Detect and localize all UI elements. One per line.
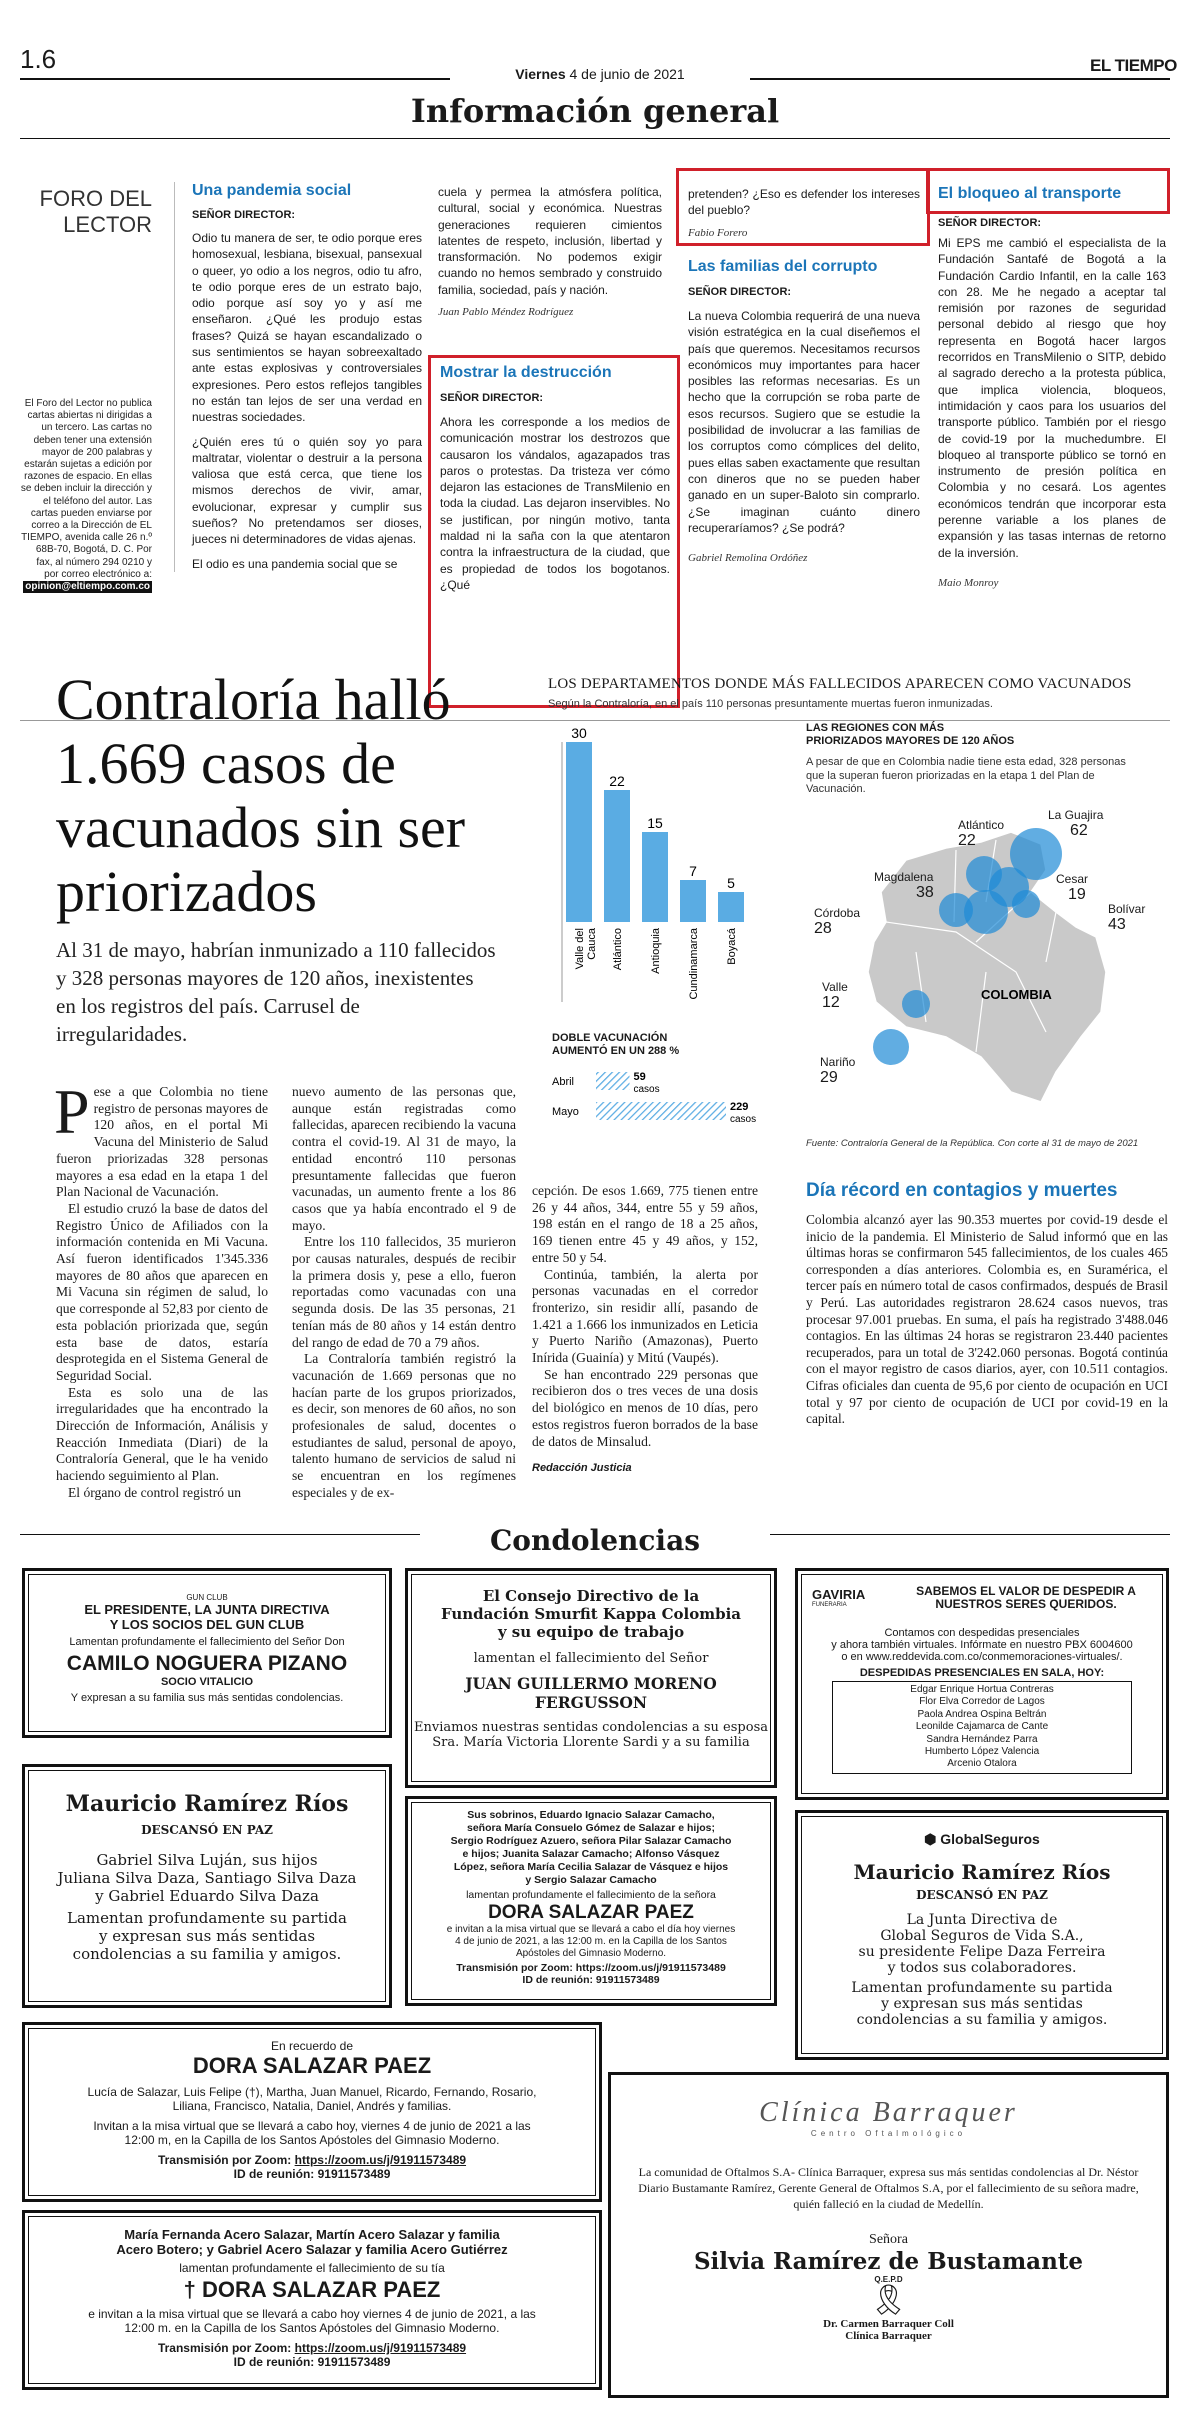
name-list-item: Humberto López Valencia <box>924 1746 1040 1758</box>
bar-category-label: Antioquia <box>650 928 662 974</box>
map-bubble-bolivar <box>964 890 1008 934</box>
bar-value-label: 5 <box>727 875 735 891</box>
obituary-line: EL PRESIDENTE, LA JUNTA DIRECTIVA <box>84 1602 330 1617</box>
obituary-line: Apóstoles del Gimnasio Moderno. <box>515 1948 667 1959</box>
letter-paragraph: Odio tu manera de ser, te odio porque eres homosexual, lesbiana, bisexual, pansexual o queer, yo odio a los negros, odio tu afro, te odio porque eres de un estrato bajo, odio porque así soy yo y así me enseñaron. ¿Qué les produjo estas frases? Quizá se hayan escandalizado o sus sentimientos se hayan sobreexaltado ante estas explosivas y controversiales expresiones. Pero estos reflejos tangibles no están tan lejos de ser una verdad en nuestras sociedades. <box>192 231 422 425</box>
article-dropcap: P <box>54 1076 90 1147</box>
name-list-item: Flor Elva Corredor de Lagos <box>919 1696 1045 1708</box>
issue-date <box>470 66 730 82</box>
name-list-item: Leonilde Cajamarca de Cante <box>915 1721 1049 1733</box>
obituary-line: Juliana Silva Daza, Santiago Silva Daza <box>57 1869 357 1887</box>
letter-signature: Juan Pablo Méndez Rodríguez <box>438 306 574 319</box>
hbar-category-label: Mayo <box>552 1106 579 1118</box>
funeraria-logo-sub: FUNERARIA <box>812 1602 847 1608</box>
hbar <box>596 1102 726 1120</box>
obituary-mauricio-silva <box>22 1764 392 2008</box>
letter-continuation <box>688 186 920 239</box>
letter-paragraph: El odio es una pandemia social que se <box>192 556 398 571</box>
obituary-line: Contamos con despedidas presenciales <box>884 1627 1080 1639</box>
article-paragraph: nuevo aumento de las personas que, aunque están registradas como fallecidas, aparecen recibiendo la vacuna contra el covid-19. Al 31 de mayo, la entidad encontró 110 personas presuntamente fallecidas que fueron vacunadas, un aumento frente a los 86 casos que ya había encontrado el 9 de mayo. <box>292 1084 516 1233</box>
obituary-line: María Fernanda Acero Salazar, Martín Acero Salazar y familia <box>124 2227 500 2242</box>
column-rule <box>174 182 175 572</box>
obituary-inner-border <box>28 1574 386 1732</box>
obituary-line: lamentan profundamente el fallecimiento de su tía <box>179 2261 445 2275</box>
region-name: Bolívar <box>1108 902 1146 916</box>
chart-subtitle: Según la Contraloría, en el país 110 personas presuntamente muertas fueron inmunizadas. <box>548 698 993 710</box>
obituary-line: Invitan a la misa virtual que se llevará a cabo hoy, viernes 4 de junio de 2021 a las <box>93 2119 531 2133</box>
bar-category-label: Cundinamarca <box>688 928 700 1000</box>
obituary-name: Silvia Ramírez de Bustamante <box>693 2248 1084 2275</box>
mourning-ribbon-icon: 🎗 <box>869 2283 908 2318</box>
zoom-link[interactable]: https://zoom.us/j/91911573489 <box>294 2341 467 2355</box>
article-paragraph: El estudio cruzó la base de datos del Registro Único de Afiliados con la información contenida en Mi Vacuna. Así fueron identificados 1'345.336 mayores de 80 años que aparecen en Mi Vacuna sin régimen de salud, lo que corresponde al 52,83 por ciento de esta población priorizada que, según esta base de datos, estaría desprotegida en el Sistema General de Seguridad Social. <box>56 1200 268 1383</box>
obituary-text: La comunidad de Oftalmos S.A- Clínica Barraquer, expresa sus más sentidas condolencias al Dr. Néstor Diario Bustamante Ramírez, Gerente General de Oftalmos S.A, por el fallecimiento de su señora madre, quién falleció en la ciudad de Medellín. <box>638 2165 1139 2211</box>
letter-familias-corrupto <box>688 258 920 564</box>
bar <box>642 832 668 922</box>
article-column-1 <box>54 1076 268 1502</box>
map-subtitle: A pesar de que en Colombia nadie tiene esta edad, 328 personas que la superan fueron priorizadas en la etapa 1 del Plan de Vacunación. <box>806 756 1126 795</box>
obituary-line: Gabriel Silva Luján, sus hijos <box>96 1851 318 1869</box>
obituary-gun-club <box>22 1568 392 1738</box>
map-label-valle <box>822 980 848 1012</box>
funeraria-logo <box>812 1587 865 1608</box>
article-lead: Al 31 de mayo, habrían inmunizado a 110 fallecidos y 328 personas mayores de 120 años, inexistentes en los registros del país. Carrusel de irregularidades. <box>56 938 496 1046</box>
obituary-line: Dr. Carmen Barraquer Coll <box>823 2318 954 2330</box>
obituary-line: Señora <box>869 2232 908 2247</box>
letter-salutation: SEÑOR DIRECTOR: <box>440 392 544 404</box>
foro-note-text: El Foro del Lector no publica cartas abiertas ni dirigidas a un tercero. Las cartas no deben tener una extensión mayor de 200 palabras y estarán sujetas a edición por razones de espacio. En ellas se deben incluir la dirección y el teléfono del autor. Las cartas pueden enviarse por correo a la Dirección de EL TIEMPO, avenida calle 26 n.º 68B-70, Bogotá, D. C. Por fax, al número 294 0210 y por correo electrónico a: <box>20 398 152 580</box>
obituary-line: Enviamos nuestras sentidas condolencias a su esposa <box>413 1720 768 1735</box>
obituary-line: condolencias a su familia y amigos. <box>72 1945 342 1963</box>
obituary-line: 12:00 m. en la Capilla de los Santos Apóstoles del Gimnasio Moderno. <box>124 2321 500 2335</box>
meeting-id: ID de reunión: 91911573489 <box>233 2167 391 2181</box>
obituary-line: y ahora también virtuales. Infórmate en nuestro PBX 6004600 <box>831 1639 1133 1651</box>
region-name: Valle <box>822 980 848 994</box>
section-title: Información general <box>410 92 780 130</box>
name-list-item: Edgar Enrique Hortua Contreras <box>910 1684 1054 1695</box>
letter-paragraph: pretenden? ¿Eso es defender los intereses del pueblo? <box>688 187 920 218</box>
letter-bloqueo-transporte <box>938 185 1166 589</box>
obituary-line: y todos sus colaboradores. <box>887 1960 1077 1976</box>
obituary-line: su presidente Felipe Daza Ferreira <box>858 1944 1106 1960</box>
map-label-magdalena <box>874 870 934 902</box>
obituary-name: JUAN GUILLERMO MORENO FERGUSSON <box>465 1674 717 1712</box>
bar-value-label: 30 <box>571 725 587 741</box>
obituary-line: Lamentan profundamente su partida <box>67 1909 347 1927</box>
funeraria-logo-text: GAVIRIA <box>812 1587 866 1602</box>
header-rule-right <box>750 78 1170 80</box>
foro-title-line2: LECTOR <box>63 212 152 237</box>
letter-signature: Maio Monroy <box>938 576 999 589</box>
name-list-item: Arcenio Otalora <box>947 1758 1017 1770</box>
meeting-id: ID de reunión: 91911573489 <box>522 1974 660 1986</box>
article-paragraph: El órgano de control registró un <box>68 1484 242 1500</box>
date-rest: 4 de junio de 2021 <box>569 66 685 82</box>
article-paragraph: La Contraloría también registró la vacunación de 1.669 personas que no hacían parte de los grupos priorizados, es decir, son menores de 60 años, no son profesionales de salud, docentes o estudiantes de salud, personal de apoyo, talento humano de servicios de salud ni se encuentran en los regímenes especiales y de ex- <box>292 1351 516 1500</box>
zoom-link[interactable]: https://zoom.us/j/91911573489 <box>294 2153 467 2167</box>
obituary-inner-border <box>411 1802 771 2000</box>
obituary-line: Clínica Barraquer <box>845 2330 932 2342</box>
map-country-label: COLOMBIA <box>981 987 1052 1002</box>
obituary-line: En recuerdo de <box>270 2039 354 2053</box>
letter-title: Una pandemia social <box>192 182 352 199</box>
hbar-chart-double-vaccination <box>552 1068 782 1138</box>
obituary-line: e invitan a la misa virtual que se llevará a cabo el día hoy viernes <box>446 1924 736 1935</box>
name-list-item: Paola Andrea Ospina Beltrán <box>917 1708 1047 1720</box>
obituary-logo: GUN CLUB <box>186 1593 228 1602</box>
foro-note <box>20 398 152 593</box>
letter-una-pandemia <box>192 182 422 572</box>
region-value: 28 <box>814 920 832 937</box>
map-label-narino <box>820 1055 855 1087</box>
date-day: Viernes <box>515 66 566 82</box>
map-label-bolivar <box>1108 902 1145 934</box>
name-list-item: Sandra Hernández Parra <box>926 1733 1038 1745</box>
obituary-inner-border <box>28 1770 386 2002</box>
condolencias-title: Condolencias <box>420 1524 770 1557</box>
article-credit: Redacción Justicia <box>532 1462 632 1475</box>
meeting-id: ID de reunión: 91911573489 <box>233 2355 391 2369</box>
obituary-line: y Gabriel Eduardo Silva Daza <box>95 1887 319 1905</box>
obituary-name: CAMILO NOGUERA PIZANO <box>66 1652 348 1675</box>
obituary-name: DORA SALAZAR PAEZ <box>192 2053 432 2078</box>
letter-paragraph: ¿Quién eres tú o quién soy yo para maltratar, violentar o destruir a la persona valiosa que está cerca, que tiene los mismos derechos de vivir, amar, evolucionar, expresar y cumplir sus sueños? No pretendamos ser dioses, jueces ni determinadores de vidas ajenas. <box>192 434 422 547</box>
foro-email-link[interactable]: opinion@eltiempo.com.co <box>25 581 150 593</box>
obituary-line: Y LOS SOCIOS DEL GUN CLUB <box>109 1617 305 1632</box>
map-bubble-cesar <box>1012 890 1040 918</box>
region-value: 22 <box>958 832 976 849</box>
obituary-line: lamentan el fallecimiento del Señor <box>473 1651 709 1666</box>
obituary-line: 4 de junio de 2021, a las 12:00 m. en la Capilla de los Santos <box>455 1936 727 1947</box>
obituary-subhead: DESPEDIDAS PRESENCIALES EN SALA, HOY: <box>859 1667 1105 1679</box>
obituary-gaviria <box>795 1568 1169 1800</box>
obituary-line: Y expresan a su familia sus más sentidas condolencias. <box>70 1692 344 1704</box>
chart-title: LOS DEPARTAMENTOS DONDE MÁS FALLECIDOS APARECEN COMO VACUNADOS <box>548 676 1132 692</box>
header-rule-left <box>20 78 450 80</box>
article-headline: Contraloría halló 1.669 casos de vacunados sin ser priorizados <box>56 667 466 924</box>
region-value: 43 <box>1108 916 1126 933</box>
obituary-line: Fundación Smurfit Kappa Colombia <box>440 1605 742 1623</box>
obituary-inner-border <box>28 2028 596 2196</box>
bar <box>604 790 630 922</box>
obituary-line: e invitan a la misa virtual que se llevará a cabo hoy viernes 4 de junio de 2021, a las <box>88 2307 536 2321</box>
obituary-dora-recuerdo <box>22 2022 602 2202</box>
obituary-line: y su equipo de trabajo <box>497 1623 685 1641</box>
region-name: La Guajira <box>1048 808 1104 822</box>
obituary-line: 12:00 m, en la Capilla de los Santos Apóstoles del Gimnasio Moderno. <box>124 2133 500 2147</box>
region-value: 12 <box>822 994 840 1011</box>
map-title: LAS REGIONES CON MÁS PRIORIZADOS MAYORES DE 120 AÑOS <box>806 722 1015 747</box>
obituary-dora-acero <box>22 2210 602 2390</box>
record-title: Día récord en contagios y muertes <box>806 1180 1118 1201</box>
article-paragraph: Continúa, también, la alerta por personas vacunadas en el corredor fronterizo, sin residir allí, pasando de 1.421 a 1.666 los inmunizados en Leticia y Puerto Nariño (Amazonas), Puerto Inírida (Guainía) y Mitú (Vaupés). <box>532 1266 758 1366</box>
letter-paragraph: Mi EPS me cambió el especialista de la Fundación Santafé de Bogotá a la Fundación Cardio Infantil, en la calle 163 con 28. Me he negado a aceptar tal remisión por razones de seguridad personal debido al riesgo que hoy representa en Bogotá hacer largos recorridos en TransMilenio o SITP, debido al sagrado derecho a la protesta pública, que implica violencia, bloqueos, intimidación y caos para los usuarios del transporte público. También por el riesgo de covid-19 por la muchedumbre. El bloqueo al transporte público se tornó en instrumento de presión política en Colombia y no cesará. Los agentes económicos tendrán que incorporar esta perenne variable a los planes de expansión y las tasas internas de retorno de la inversión. <box>938 236 1166 560</box>
bar-value-label: 7 <box>689 863 697 879</box>
foro-title-line1: FORO DEL <box>39 186 152 211</box>
hbar-value-label: 59 <box>633 1071 646 1083</box>
obituary-logo: Clínica Barraquer <box>759 2097 1018 2128</box>
obituary-name: Mauricio Ramírez Ríos <box>65 1791 349 1817</box>
bar-value-label: 22 <box>609 773 625 789</box>
zoom-link[interactable]: Transmisión por Zoom: https://zoom.us/j/91911573489 <box>456 1962 726 1974</box>
obituary-barraquer <box>608 2072 1169 2398</box>
obituary-name: DORA SALAZAR PAEZ <box>488 1902 694 1923</box>
letter-signature: Fabio Forero <box>688 226 748 239</box>
map-label-cesar <box>1056 872 1088 904</box>
obituary-line: o en www.reddevida.com.co/conmemoraciones-virtuales/. <box>841 1651 1123 1663</box>
obituary-headline: SABEMOS EL VALOR DE DESPEDIR A NUESTROS SERES QUERIDOS. <box>916 1584 1136 1611</box>
region-value: 38 <box>916 884 934 901</box>
page-number: 1.6 <box>20 44 57 74</box>
letter-paragraph: La nueva Colombia requerirá de una nueva visión estratégica en la cual diseñemos el país que queremos. Necesitamos recursos económicos muy importantes para hacer posibles las reformas necesarias. Es un hecho que la corrupción se roba parte de esos recursos. Sugiero que se estudie la posibilidad de involucrar a las familias de los corruptos como cómplices del delito, pues ellas saben exactamente que resultan con dineros que no se pueden haber ganado en un super-Baloto sin comprarlo. ¿Se imaginan cuánto dinero recuperaríamos? ¿Se podrá? <box>688 309 920 535</box>
obituary-line: DESCANSÓ EN PAZ <box>916 1888 1048 1902</box>
article-paragraph: Esta es solo una de las irregularidades que ha encontrado la Dirección de Información, Análisis y Reacción Inmediata (Diari) de la Contraloría General, que le ha venido haciendo seguimiento al Plan. <box>56 1384 268 1484</box>
map-label-la-guajira <box>1048 808 1103 840</box>
bar <box>680 880 706 922</box>
article-paragraph: ese a que Colombia no tiene registro de personas mayores de 120 años, en el portal Mi Vacuna del Ministerio de Salud fueron priorizadas 328 personas mayores a esa edad en la etapa 1 del Plan Nacional de Vacunación. <box>56 1084 268 1200</box>
region-name: Cesar <box>1056 872 1089 886</box>
bar-value-label: 15 <box>647 815 663 831</box>
letter-title: El bloqueo al transporte <box>938 185 1122 202</box>
letter-salutation: SEÑOR DIRECTOR: <box>938 217 1042 229</box>
obituary-line: SOCIO VITALICIO <box>160 1676 254 1688</box>
map-bubble-valle <box>902 990 930 1018</box>
map-label-cordoba <box>814 906 860 938</box>
letter-title: Las familias del corrupto <box>688 258 878 275</box>
header-rule-bottom <box>20 138 1170 139</box>
obituary-line: y expresan sus más sentidas <box>98 1927 316 1945</box>
obituary-inner-border <box>28 2216 596 2384</box>
obituary-line: López, señora María Cecilia Salazar de Vásquez e hijos <box>453 1861 729 1873</box>
obituary-line: Acero Botero; y Gabriel Acero Salazar y familia Acero Gutiérrez <box>116 2242 508 2257</box>
hbar <box>596 1072 629 1090</box>
letter-paragraph: Ahora les corresponde a los medios de comunicación mostrar los destrozos que causaron los vándalos, agazapados tras paros o protestas. Da tristeza ver cómo dejaron las estaciones de TransMilenio en toda la ciudad. Las dejaron inservibles. No se justifican, por ningún motivo, tanta maldad ni la saña con la que atentaron contra la infraestructura de la ciudad, que es propiedad de todos los bogotanos. ¿Qué <box>440 415 670 592</box>
obituary-logo-sub: Centro Oftalmológico <box>810 2129 967 2138</box>
letter-salutation: SEÑOR DIRECTOR: <box>192 209 296 221</box>
foro-title <box>20 186 152 238</box>
bar-category-label: Atlántico <box>612 928 624 971</box>
region-name: Córdoba <box>814 906 861 920</box>
map-colombia <box>806 812 1166 1112</box>
letter-signature: Gabriel Remolina Ordóñez <box>688 552 808 565</box>
obituary-line: DESCANSÓ EN PAZ <box>141 1823 273 1837</box>
obituary-line: Q.E.P.D <box>874 2275 903 2284</box>
region-value: 62 <box>1070 822 1088 839</box>
hbar-unit-label: casos <box>730 1114 757 1125</box>
obituary-line: lamentan profundamente el fallecimiento de la señora <box>466 1889 716 1901</box>
obituary-line: y expresan sus más sentidas <box>881 1996 1083 2012</box>
map-bubble-narino <box>873 1029 909 1065</box>
bar <box>566 742 592 922</box>
letter-title: Mostrar la destrucción <box>440 364 612 381</box>
obituary-line: La Junta Directiva de <box>906 1912 1058 1928</box>
cross-icon: † <box>183 2277 196 2302</box>
obituary-line: Liliana, Francisco, Natalia, Daniel, Andrés y familias. <box>172 2099 452 2113</box>
obituary-line: Sus sobrinos, Eduardo Ignacio Salazar Camacho, <box>467 1809 715 1821</box>
map-label-atlantico <box>958 818 1004 850</box>
obituary-line: Lucía de Salazar, Luis Felipe (†), Martha, Juan Manuel, Ricardo, Fernando, Rosario, <box>87 2085 537 2099</box>
obituary-inner-border <box>411 1574 771 1782</box>
obituary-line: Sergio Rodríguez Azuero, señora Pilar Salazar Camacho <box>450 1835 732 1847</box>
obituary-line: Sra. María Victoria Llorente Sardi y a su familia <box>432 1735 750 1750</box>
hbar-unit-label: casos <box>633 1084 660 1095</box>
obituary-name: DORA SALAZAR PAEZ <box>202 2277 441 2302</box>
letter-paragraph: cuela y permea la atmósfera política, cultural, social y económica. Nuestras generaciones requieren cimientos latentes de respeto, inclusión, libertad y transformación. No podemos exigir cuando no hemos sembrado y construido familia, sociedad, país y nación. <box>438 185 662 297</box>
region-name: Nariño <box>820 1055 856 1069</box>
hbar-category-label: Abril <box>552 1076 575 1088</box>
region-name: Magdalena <box>874 870 934 884</box>
letter-mostrar-destruccion <box>440 364 670 593</box>
obituary-inner-border <box>801 1816 1163 2054</box>
article-paragraph: Entre los 110 fallecidos, 35 murieron por causas naturales, después de recibir la primera dosis y, pese a ello, fueron reportadas como vacunadas con una segunda dosis. De las 35 personas, 21 tenían más de 80 años y 14 están dentro del rango de edad de 70 a 79 años. <box>292 1234 516 1350</box>
record-text: Colombia alcanzó ayer las 90.353 muertes por covid-19 desde el inicio de la pandemia. El Ministerio de Salud informó que en las últimas horas se confirmaron 545 fallecimientos, de los cuales 465 corresponden a días anteriores. Colombia es, en Suramérica, el tercer país en número total de casos confirmados, después de Brasil y Perú. Las autoridades registraron 28.624 casos nuevos, tras procesar 97.001 pruebas. En suma, el país ha registrado 3'488.046 contagios. En las últimas 24 horas se registraron 23.440 pacientes recuperados, para un total de 3'242.060 personas. Bogotá continúa con el mayor registro de casos diarios, ayer, con 10.511 contagios. Cifras oficiales dan cuenta de 95,6 por ciento de ocupación en UCI total y 97 por ciento de ocupación de UCI por covid-19 en la capital. <box>806 1212 1168 1427</box>
article-paragraph: Se han encontrado 229 personas que recibieron dos o tres veces de una dosis del biológico en menos de 10 días, pero estos registros fueron borrados de la base de datos de Minsalud. <box>532 1366 758 1449</box>
zoom-label: Transmisión por Zoom: <box>157 2341 292 2355</box>
obituary-line: El Consejo Directivo de la <box>482 1587 700 1605</box>
zoom-label: Transmisión por Zoom: <box>157 2153 292 2167</box>
brand-logo: EL TIEMPO <box>1090 56 1177 75</box>
bar-category-label: Boyacá <box>726 928 738 965</box>
article-column-2 <box>292 1084 516 1502</box>
hbar-value-label: 229 <box>730 1101 749 1113</box>
obituary-logo-text: GlobalSeguros <box>940 1831 1040 1847</box>
hbar-chart-title: DOBLE VACUNACIÓN AUMENTÓ EN UN 288 % <box>552 1032 680 1057</box>
bar-chart-departments <box>548 722 798 1022</box>
obituary-line: e hijos; Juanita Salazar Camacho; Alfonso Vásquez <box>462 1848 720 1860</box>
obituary-line: señora María Consuelo Gómez de Salazar e hijos; <box>467 1822 715 1834</box>
bar <box>718 892 744 922</box>
obituary-line: Lamentan profundamente su partida <box>851 1980 1113 1996</box>
article-paragraph: cepción. De esos 1.669, 775 tienen entre 26 y 44 años, 344, entre 55 y 59 años, 198 están en el rango de 18 a 25 años, 169 tienen entre 45 y 49 años, y 152, entre 50 y 54. <box>532 1183 758 1265</box>
article-column-3 <box>532 1183 758 1477</box>
region-value: 19 <box>1068 886 1086 903</box>
obituary-name: Mauricio Ramírez Ríos <box>853 1860 1111 1884</box>
letter-continuation <box>438 184 662 318</box>
obituary-dora-sobrinos <box>405 1796 777 2006</box>
obituary-global-seguros <box>795 1810 1169 2060</box>
region-value: 29 <box>820 1069 838 1086</box>
map-source: Fuente: Contraloría General de la República. Con corte al 31 de mayo de 2021 <box>806 1138 1139 1149</box>
shield-logo-icon: ⬢ <box>924 1831 941 1847</box>
bar-category-label: Valle delCauca <box>574 928 598 970</box>
obituary-smurfit <box>405 1568 777 1788</box>
obituary-line: Lamentan profundamente el fallecimiento del Señor Don <box>69 1636 345 1648</box>
obituary-line: y Sergio Salazar Camacho <box>525 1874 657 1886</box>
letter-salutation: SEÑOR DIRECTOR: <box>688 286 792 298</box>
record-box <box>806 1180 1168 1428</box>
obituary-line: condolencias a su familia y amigos. <box>856 2012 1108 2028</box>
region-name: Atlántico <box>958 818 1005 832</box>
obituary-line: Global Seguros de Vida S.A., <box>880 1928 1084 1944</box>
